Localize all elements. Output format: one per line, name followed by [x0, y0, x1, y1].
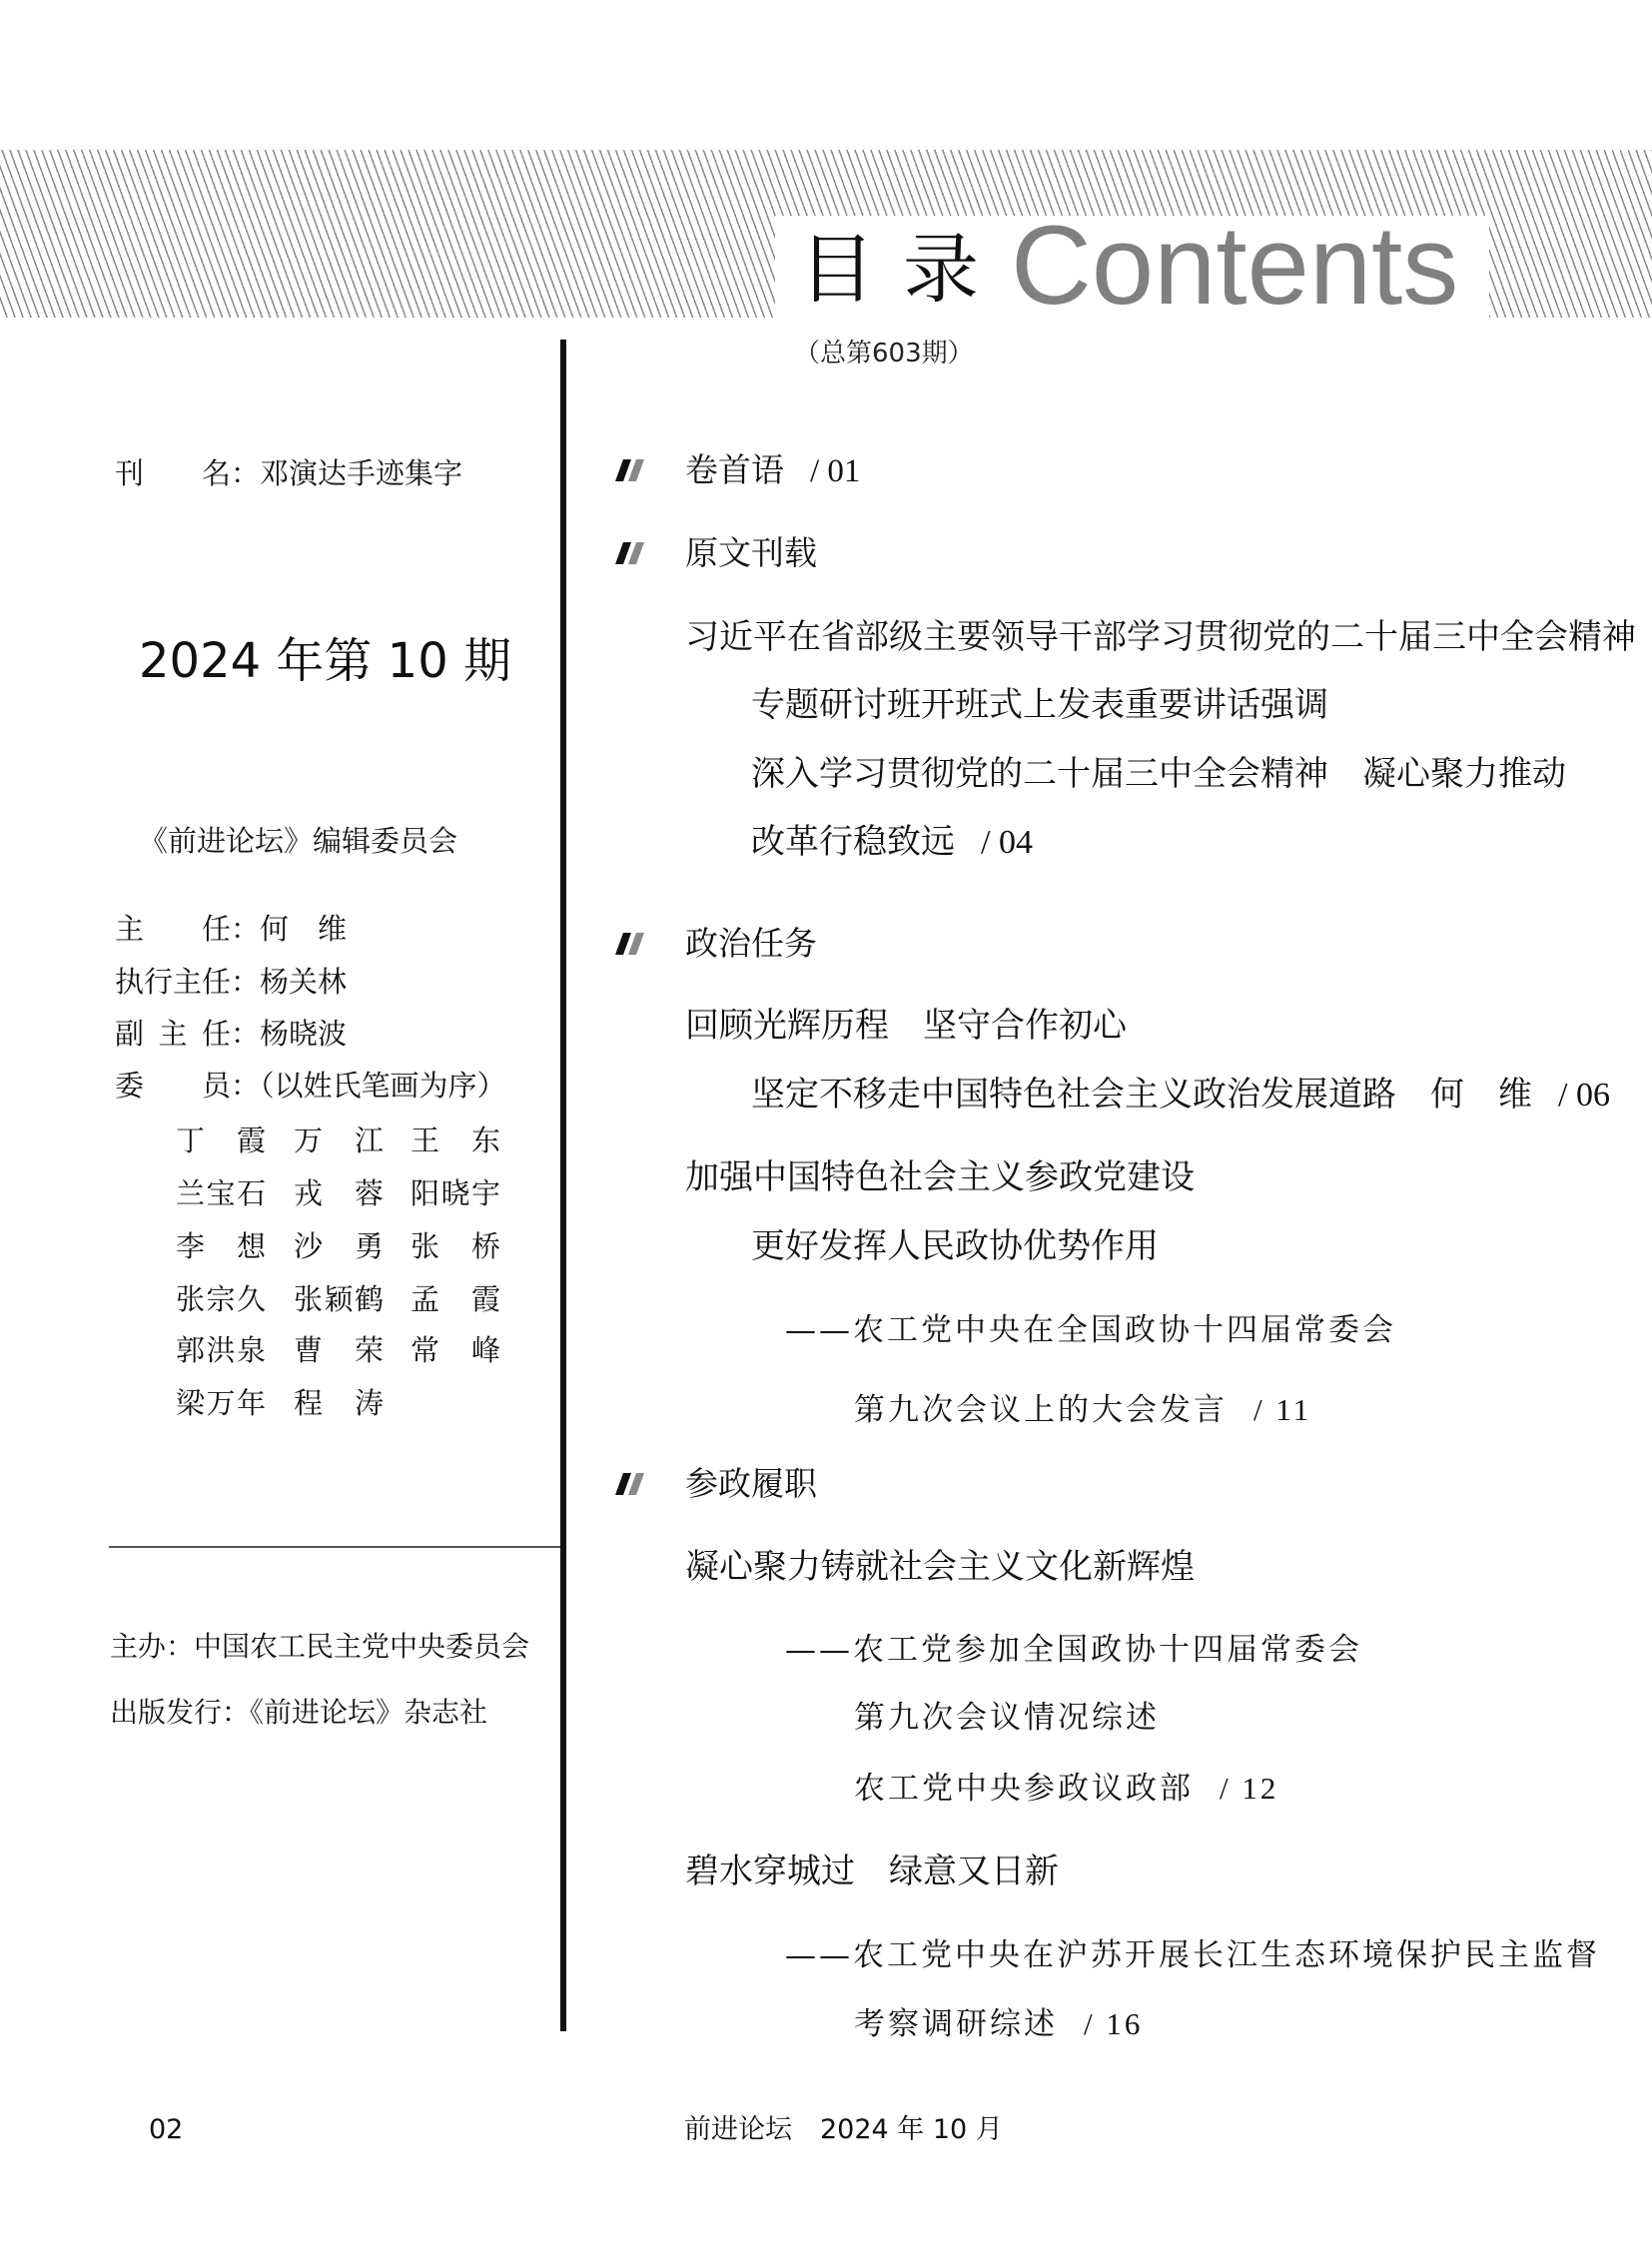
- entry-text: ——农工党参加全国政协十四届常委会: [785, 1632, 1362, 1668]
- entry-text: 第九次会议情况综述: [854, 1700, 1160, 1736]
- column-divider: [560, 340, 566, 2031]
- section-marker-icon: [615, 542, 649, 564]
- section-marker-icon: [615, 459, 649, 481]
- committee-member: 兰宝石: [176, 1176, 266, 1210]
- toc-entry-line[interactable]: [854, 1391, 1311, 1430]
- committee-member: 张宗久: [176, 1282, 266, 1316]
- committee-role-row: [115, 1068, 506, 1104]
- journal-name-value: 邓演达手迹集字: [260, 456, 463, 490]
- entry-text: 习近平在省部级主要领导干部学习贯彻党的二十届三中全会精神: [685, 617, 1636, 657]
- entry-text: 凝心聚力铸就社会主义文化新辉煌: [685, 1547, 1195, 1587]
- toc-section[interactable]: [685, 532, 817, 573]
- page-ref: / 06: [1558, 1077, 1610, 1114]
- role-value: 杨晓波: [260, 1017, 348, 1051]
- toc-entry-line[interactable]: [751, 1074, 1610, 1118]
- role-value: 杨关林: [260, 965, 348, 999]
- toc-section[interactable]: [685, 449, 860, 492]
- toc-section[interactable]: [685, 923, 817, 964]
- entry-text: 专题研讨班开班式上发表重要讲话强调: [751, 685, 1328, 725]
- toc-entry-line[interactable]: [685, 616, 1636, 659]
- page-ref: / 12: [1220, 1771, 1279, 1806]
- page-ref: / 11: [1253, 1392, 1312, 1427]
- committee-member: 沙勇: [294, 1229, 384, 1263]
- toc-entry-line[interactable]: [751, 684, 1328, 727]
- toc-entry-line[interactable]: [785, 1936, 1600, 1975]
- entry-text: 农工党中央参政议政部: [854, 1771, 1194, 1807]
- committee-role-row: [115, 1016, 347, 1052]
- role-colon: ：: [231, 912, 261, 946]
- committee-member: 常峰: [411, 1333, 500, 1367]
- entry-text: 坚定不移走中国特色社会主义政治发展道路 何 维: [751, 1075, 1532, 1115]
- committee-member: 阳晓宇: [411, 1176, 500, 1210]
- footer-date: 2024 年 10 月: [820, 2114, 1003, 2145]
- title-cn: 目录: [799, 225, 1007, 314]
- role-colon: ：: [231, 1069, 261, 1103]
- committee-member: 程涛: [294, 1386, 384, 1420]
- journal-name-row: [115, 455, 462, 491]
- committee-member: 郭洪泉: [176, 1333, 266, 1367]
- toc-entry-line[interactable]: [854, 2005, 1143, 2044]
- page-ref: / 16: [1084, 2006, 1144, 2041]
- toc-entry-line[interactable]: [785, 1311, 1396, 1350]
- sponsor: 主办：中国农工民主党中央委员会: [110, 1630, 530, 1663]
- footer-journal-name: 前进论坛: [684, 2114, 792, 2145]
- role-label: 委员: [115, 1069, 231, 1103]
- page-ref: / 04: [981, 824, 1033, 861]
- footer-journal: [684, 2113, 1003, 2147]
- toc-entry-line[interactable]: [685, 1156, 1195, 1199]
- committee-member: 李想: [176, 1229, 266, 1263]
- entry-text: 碧水穿城过 绿意又日新: [685, 1852, 1059, 1891]
- section-title: 原文刊载: [685, 533, 817, 572]
- toc-entry-line[interactable]: [685, 1546, 1195, 1589]
- committee-member: 梁万年: [176, 1386, 266, 1420]
- section-marker-icon: [615, 933, 649, 955]
- section-title: 参政履职: [685, 1464, 817, 1503]
- publisher: 出版发行：《前进论坛》杂志社: [110, 1696, 488, 1729]
- committee-member: 王东: [411, 1123, 500, 1157]
- committee-member: 张桥: [411, 1229, 500, 1263]
- toc-entry-line[interactable]: [751, 1225, 1159, 1268]
- entry-text: 改革行稳致远: [751, 822, 955, 862]
- toc-entry-line[interactable]: [685, 1005, 1127, 1048]
- entry-text: 第九次会议上的大会发言: [854, 1392, 1228, 1428]
- section-title: 卷首语: [685, 450, 784, 489]
- committee-role-row: [115, 964, 347, 1000]
- entry-text: 更好发挥人民政协优势作用: [751, 1226, 1159, 1266]
- toc-entry-line[interactable]: [751, 821, 1033, 865]
- toc-entry-line[interactable]: [685, 1851, 1059, 1893]
- role-colon: ：: [231, 1017, 261, 1051]
- role-value: 何 维: [260, 912, 348, 946]
- role-label: 执行主任: [115, 965, 232, 999]
- entry-text: 考察调研综述: [854, 2006, 1058, 2042]
- toc-entry-line[interactable]: [751, 753, 1566, 796]
- horizontal-rule: [109, 1546, 560, 1548]
- issue-number: 2024 年第 10 期: [139, 633, 512, 689]
- page-ref: / 01: [810, 453, 861, 489]
- committee-member: 孟霞: [411, 1282, 500, 1316]
- entry-text: ——农工党中央在全国政协十四届常委会: [785, 1312, 1396, 1348]
- committee-title: 《前进论坛》编辑委员会: [139, 824, 458, 858]
- entry-text: 回顾光辉历程 坚守合作初心: [685, 1006, 1127, 1046]
- committee-member: 万江: [294, 1123, 384, 1157]
- entry-text: 深入学习贯彻党的二十届三中全会精神 凝心聚力推动: [751, 754, 1566, 794]
- committee-member: 曹荣: [294, 1333, 384, 1367]
- role-label: 主任: [115, 912, 231, 946]
- title-en: Contents: [1011, 203, 1459, 328]
- role-label: 副主任: [115, 1017, 231, 1051]
- toc-entry-line[interactable]: [785, 1631, 1362, 1670]
- role-value: （以姓氏笔画为序）: [260, 1069, 506, 1103]
- role-colon: ：: [231, 965, 261, 999]
- toc-entry-line[interactable]: [854, 1699, 1160, 1738]
- committee-role-row: [115, 911, 347, 947]
- section-marker-icon: [615, 1473, 649, 1495]
- entry-text: ——农工党中央在沪苏开展长江生态环境保护民主监督: [785, 1937, 1600, 1973]
- entry-text: 加强中国特色社会主义参政党建设: [685, 1157, 1195, 1197]
- journal-name-label: 刊 名：: [115, 456, 261, 490]
- toc-section[interactable]: [685, 1463, 817, 1504]
- toc-entry-line[interactable]: [854, 1770, 1278, 1809]
- committee-member: 丁霞: [176, 1123, 266, 1157]
- issue-total: （总第603期）: [794, 339, 974, 369]
- page-number: 02: [149, 2114, 184, 2145]
- committee-member: 张颖鹤: [294, 1282, 384, 1316]
- section-title: 政治任务: [685, 924, 817, 963]
- committee-member: 戎蓉: [294, 1176, 384, 1210]
